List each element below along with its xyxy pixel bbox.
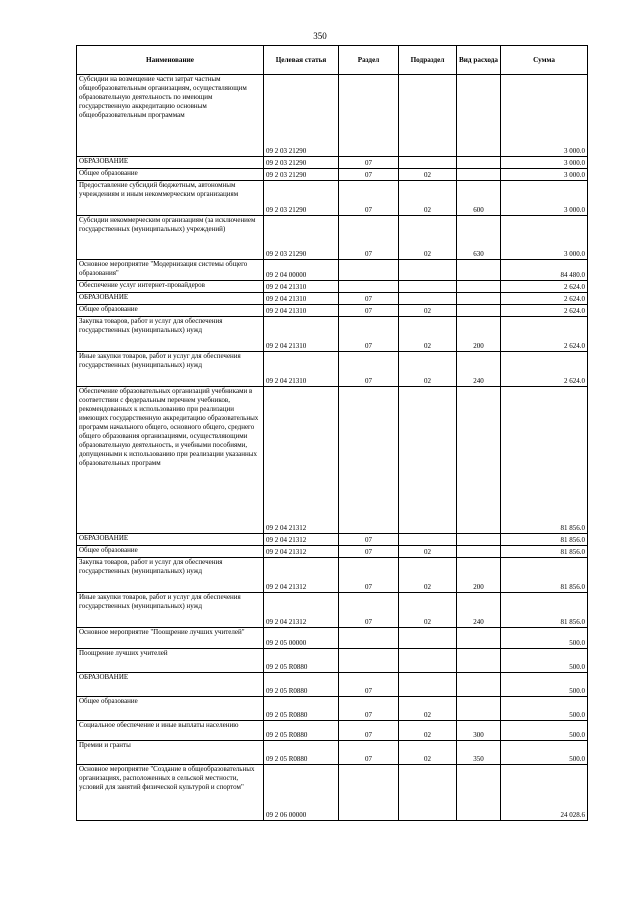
cell-section: [339, 281, 399, 293]
cell-sum: 500.0: [501, 673, 588, 697]
cell-sum: 81 856.0: [501, 558, 588, 593]
table-row: [77, 741, 588, 765]
cell-sum: 81 856.0: [501, 593, 588, 628]
table-header-row: [77, 46, 588, 75]
table-row: [77, 157, 588, 169]
cell-subsection: [399, 534, 457, 546]
cell-sum: 24 028.6: [501, 765, 588, 821]
cell-target-article: 09 2 03 21290: [264, 169, 339, 181]
cell-subsection: [399, 673, 457, 697]
cell-expense-type: [457, 697, 501, 721]
cell-subsection: [399, 293, 457, 305]
cell-section: 07: [339, 169, 399, 181]
cell-section: 07: [339, 697, 399, 721]
cell-name: Предоставление субсидий бюджетным, автономным учреждениям и иным некоммерческим организациям: [77, 181, 264, 216]
cell-name: Общее образование: [77, 546, 264, 558]
table-row: [77, 75, 588, 157]
cell-name: Поощрение лучших учителей: [77, 649, 264, 673]
cell-target-article: 09 2 04 21310: [264, 281, 339, 293]
cell-expense-type: [457, 765, 501, 821]
cell-target-article: 09 2 05 R0880: [264, 721, 339, 741]
cell-name: Социальное обеспечение и иные выплаты населению: [77, 721, 264, 741]
cell-subsection: 02: [399, 721, 457, 741]
cell-sum: 3 000.0: [501, 181, 588, 216]
cell-target-article: 09 2 05 R0880: [264, 673, 339, 697]
cell-target-article: 09 2 04 21312: [264, 558, 339, 593]
cell-sum: 2 624.0: [501, 352, 588, 387]
cell-expense-type: [457, 157, 501, 169]
cell-subsection: 02: [399, 216, 457, 260]
cell-name: Субсидии на возмещение части затрат частным общеобразовательным организациям, осуществляющим образовательную деятельность по имеющим государственную аккредитацию основным общеобразовательным программам: [77, 75, 264, 157]
cell-expense-type: [457, 169, 501, 181]
table-row: [77, 721, 588, 741]
cell-expense-type: 350: [457, 741, 501, 765]
cell-subsection: [399, 649, 457, 673]
cell-name: ОБРАЗОВАНИЕ: [77, 673, 264, 697]
cell-section: 07: [339, 593, 399, 628]
cell-expense-type: [457, 260, 501, 281]
table-row: [77, 387, 588, 534]
cell-sum: 500.0: [501, 649, 588, 673]
table-row: [77, 673, 588, 697]
cell-name: ОБРАЗОВАНИЕ: [77, 293, 264, 305]
cell-subsection: [399, 387, 457, 534]
table-row: [77, 546, 588, 558]
cell-target-article: 09 2 05 R0880: [264, 697, 339, 721]
cell-section: 07: [339, 741, 399, 765]
cell-section: 07: [339, 181, 399, 216]
cell-expense-type: 630: [457, 216, 501, 260]
cell-expense-type: [457, 75, 501, 157]
cell-section: [339, 649, 399, 673]
cell-name: Иные закупки товаров, работ и услуг для обеспечения государственных (муниципальных) нужд: [77, 593, 264, 628]
table-row: [77, 765, 588, 821]
cell-subsection: [399, 765, 457, 821]
cell-expense-type: 200: [457, 558, 501, 593]
cell-name: Основное мероприятие "Создание в общеобразовательных организациях, расположенных в сельской местности, условий для занятий физической культурой и спортом": [77, 765, 264, 821]
cell-subsection: 02: [399, 181, 457, 216]
table-row: [77, 593, 588, 628]
cell-subsection: 02: [399, 593, 457, 628]
cell-expense-type: [457, 305, 501, 317]
table-row: [77, 169, 588, 181]
budget-table: [76, 45, 588, 821]
table-body: [77, 75, 588, 821]
table-row: [77, 649, 588, 673]
cell-name: Иные закупки товаров, работ и услуг для обеспечения государственных (муниципальных) нужд: [77, 352, 264, 387]
cell-expense-type: 300: [457, 721, 501, 741]
cell-sum: 500.0: [501, 697, 588, 721]
cell-name: Премии и гранты: [77, 741, 264, 765]
cell-name: Закупка товаров, работ и услуг для обеспечения государственных (муниципальных) нужд: [77, 317, 264, 352]
cell-target-article: 09 2 03 21290: [264, 75, 339, 157]
cell-target-article: 09 2 04 21310: [264, 293, 339, 305]
cell-section: [339, 628, 399, 649]
cell-expense-type: [457, 387, 501, 534]
table-row: [77, 281, 588, 293]
cell-sum: 2 624.0: [501, 293, 588, 305]
cell-expense-type: [457, 649, 501, 673]
cell-expense-type: 600: [457, 181, 501, 216]
cell-expense-type: 240: [457, 352, 501, 387]
cell-target-article: 09 2 04 21312: [264, 387, 339, 534]
cell-name: Общее образование: [77, 169, 264, 181]
cell-target-article: 09 2 04 00000: [264, 260, 339, 281]
cell-name: ОБРАЗОВАНИЕ: [77, 157, 264, 169]
cell-expense-type: 240: [457, 593, 501, 628]
cell-section: 07: [339, 157, 399, 169]
cell-sum: 2 624.0: [501, 317, 588, 352]
header-target-article: Целевая статья: [264, 46, 339, 75]
cell-subsection: 02: [399, 697, 457, 721]
cell-target-article: 09 2 05 R0880: [264, 649, 339, 673]
cell-sum: 2 624.0: [501, 305, 588, 317]
table-row: [77, 697, 588, 721]
cell-name: Основное мероприятие "Модернизация системы общего образования": [77, 260, 264, 281]
header-section: Раздел: [339, 46, 399, 75]
table-row: [77, 181, 588, 216]
cell-target-article: 09 2 04 21310: [264, 305, 339, 317]
cell-subsection: 02: [399, 546, 457, 558]
cell-subsection: 02: [399, 352, 457, 387]
cell-target-article: 09 2 03 21290: [264, 181, 339, 216]
cell-sum: 81 856.0: [501, 546, 588, 558]
cell-section: 07: [339, 546, 399, 558]
cell-target-article: 09 2 04 21312: [264, 534, 339, 546]
cell-section: 07: [339, 317, 399, 352]
cell-expense-type: 200: [457, 317, 501, 352]
cell-sum: 81 856.0: [501, 534, 588, 546]
cell-target-article: 09 2 03 21290: [264, 157, 339, 169]
header-sum: Сумма: [501, 46, 588, 75]
cell-sum: 81 856.0: [501, 387, 588, 534]
cell-name: Обеспечение образовательных организаций учебниками в соответствии с федеральным перечнем учебников, рекомендованных к использованию при реализации имеющих государственную аккредитацию образовательных программ начального общего, основного общего, среднего общего образования организациями, осуществляющими образовательную деятельность, и учебными пособиями, допущенными к использованию при реализации указанных образовательных программ: [77, 387, 264, 534]
cell-subsection: 02: [399, 558, 457, 593]
cell-sum: 3 000.0: [501, 216, 588, 260]
cell-section: 07: [339, 352, 399, 387]
table-row: [77, 293, 588, 305]
cell-sum: 500.0: [501, 628, 588, 649]
cell-subsection: 02: [399, 305, 457, 317]
cell-sum: 500.0: [501, 721, 588, 741]
cell-section: 07: [339, 558, 399, 593]
cell-section: [339, 75, 399, 157]
cell-subsection: [399, 628, 457, 649]
cell-section: 07: [339, 293, 399, 305]
header-subsection: Подраздел: [399, 46, 457, 75]
cell-name: ОБРАЗОВАНИЕ: [77, 534, 264, 546]
cell-subsection: [399, 260, 457, 281]
cell-target-article: 09 2 05 00000: [264, 628, 339, 649]
table-row: [77, 305, 588, 317]
cell-subsection: 02: [399, 317, 457, 352]
cell-section: 07: [339, 721, 399, 741]
cell-sum: 500.0: [501, 741, 588, 765]
cell-subsection: [399, 75, 457, 157]
cell-name: Общее образование: [77, 697, 264, 721]
header-name: Наименование: [77, 46, 264, 75]
cell-sum: 3 000.0: [501, 157, 588, 169]
cell-target-article: 09 2 04 21310: [264, 352, 339, 387]
table-row: [77, 260, 588, 281]
cell-expense-type: [457, 534, 501, 546]
cell-section: 07: [339, 216, 399, 260]
table-row: [77, 628, 588, 649]
table-row: [77, 558, 588, 593]
table-row: [77, 534, 588, 546]
cell-expense-type: [457, 293, 501, 305]
cell-subsection: [399, 281, 457, 293]
cell-name: Субсидии некоммерческим организациям (за исключением государственных (муниципальных) учреждений): [77, 216, 264, 260]
table-row: [77, 317, 588, 352]
table-row: [77, 216, 588, 260]
cell-sum: 2 624.0: [501, 281, 588, 293]
cell-target-article: 09 2 04 21312: [264, 546, 339, 558]
cell-name: Основное мероприятие "Поощрение лучших учителей": [77, 628, 264, 649]
cell-sum: 3 000.0: [501, 75, 588, 157]
page-number: 350: [313, 31, 327, 41]
cell-section: [339, 260, 399, 281]
cell-sum: 3 000.0: [501, 169, 588, 181]
cell-expense-type: [457, 546, 501, 558]
cell-name: Обеспечение услуг интернет-провайдеров: [77, 281, 264, 293]
cell-section: [339, 765, 399, 821]
cell-target-article: 09 2 04 21310: [264, 317, 339, 352]
cell-subsection: [399, 157, 457, 169]
cell-target-article: 09 2 06 00000: [264, 765, 339, 821]
cell-section: [339, 387, 399, 534]
cell-target-article: 09 2 03 21290: [264, 216, 339, 260]
cell-section: 07: [339, 534, 399, 546]
cell-section: 07: [339, 305, 399, 317]
cell-name: Закупка товаров, работ и услуг для обеспечения государственных (муниципальных) нужд: [77, 558, 264, 593]
cell-target-article: 09 2 05 R0880: [264, 741, 339, 765]
cell-expense-type: [457, 628, 501, 649]
cell-name: Общее образование: [77, 305, 264, 317]
cell-section: 07: [339, 673, 399, 697]
cell-expense-type: [457, 673, 501, 697]
table-row: [77, 352, 588, 387]
cell-sum: 84 480.0: [501, 260, 588, 281]
cell-subsection: 02: [399, 169, 457, 181]
cell-target-article: 09 2 04 21312: [264, 593, 339, 628]
cell-expense-type: [457, 281, 501, 293]
cell-subsection: 02: [399, 741, 457, 765]
header-expense-type: Вид расхода: [457, 46, 501, 75]
